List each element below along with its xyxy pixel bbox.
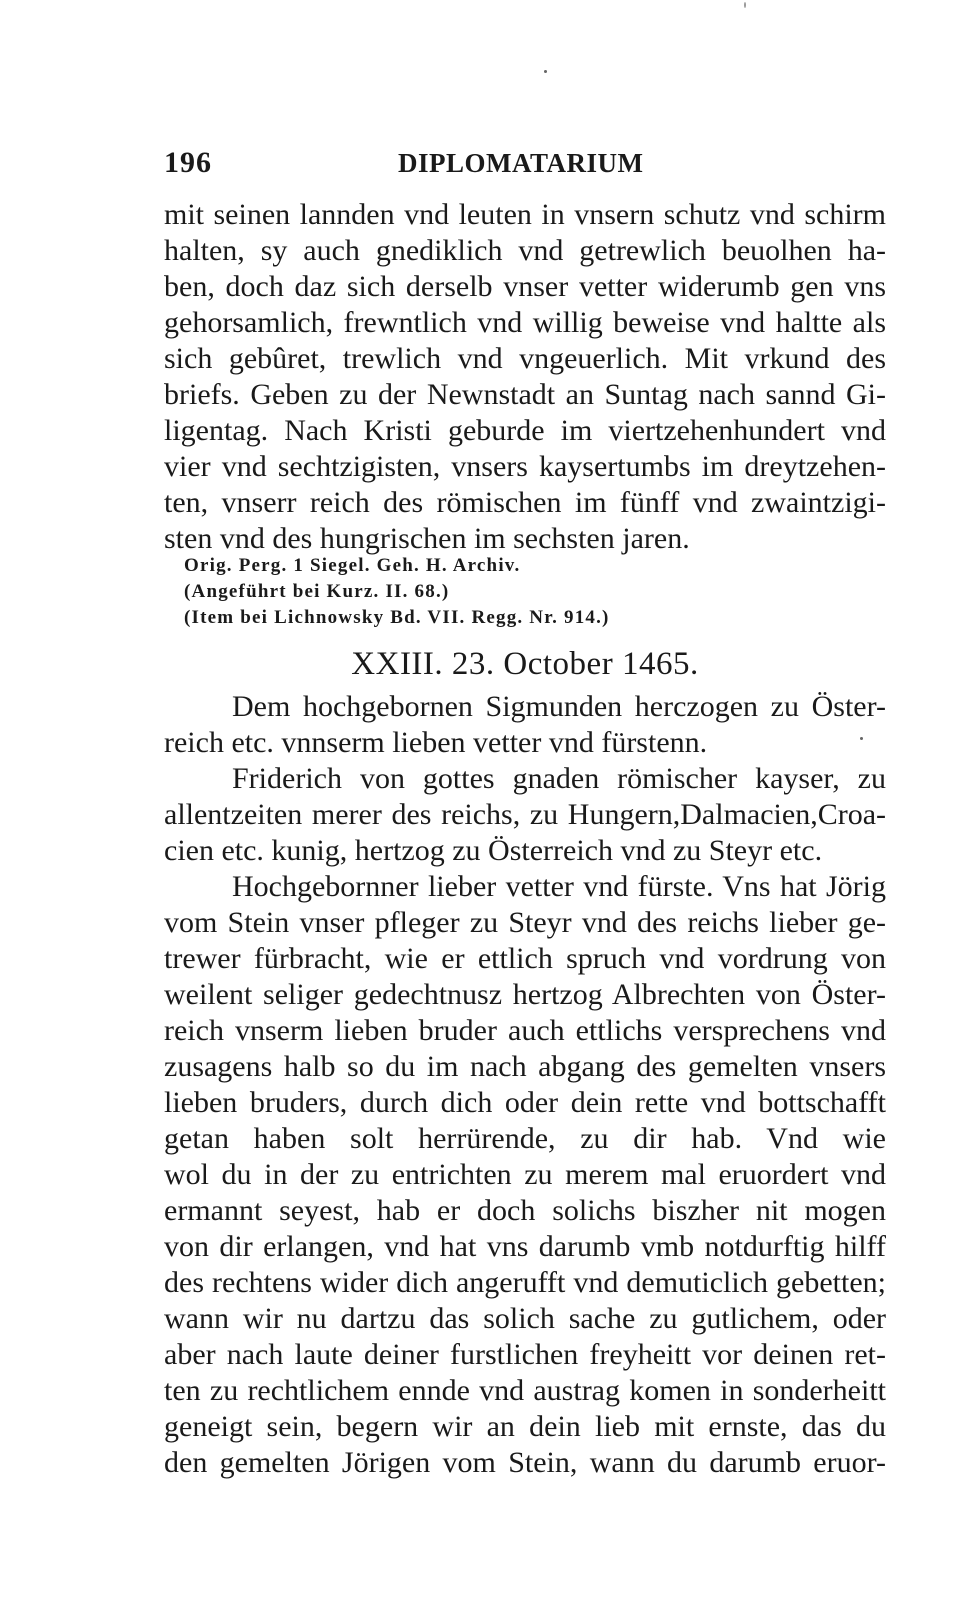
text-line: wol du in der zu entrichten zu merem mal eruordert vnd [164, 1158, 886, 1191]
text-line: vom Stein vnser pfleger zu Steyr vnd des reichs lieber ge- [164, 906, 886, 939]
source-note: Orig. Perg. 1 Siegel. Geh. H. Archiv. [184, 555, 521, 576]
text-line: ten zu rechtlichem ennde vnd austrag komen in sonderheitt [164, 1374, 886, 1407]
source-note: (Angeführt bei Kurz. II. 68.) [184, 581, 450, 602]
body-text [164, 869, 886, 1481]
text-line: mit seinen lannden vnd leuten in vnsern schutz vnd schirm [164, 198, 886, 231]
print-speck [544, 70, 547, 73]
text-line: halten, sy auch gnediklich vnd getrewlich beuolhen ha- [164, 234, 886, 267]
print-speck [744, 2, 746, 8]
text-line: ligentag. Nach Kristi geburde im viertzehenhundert vnd [164, 414, 886, 447]
address-text [164, 689, 886, 761]
source-notes [184, 553, 744, 631]
text-line: Hochgebornner lieber vetter vnd fürste. Vns hat Jörig [232, 870, 886, 903]
text-line: sich gebûret, trewlich vnd vngeuerlich. Mit vrkund des [164, 342, 886, 375]
document-heading: XXIII. 23. October 1465. [351, 646, 699, 682]
text-line: weilent seliger gedechtnusz hertzog Albrechten von Öster- [164, 978, 886, 1011]
text-line: den gemelten Jörigen vom Stein, wann du darumb eruor- [164, 1446, 886, 1479]
source-note: (Item bei Lichnowsky Bd. VII. Regg. Nr. 914.) [184, 607, 610, 628]
text-line: reich etc. vnnserm lieben vetter vnd fürstenn. [164, 726, 708, 759]
text-line: vier vnd sechtzigisten, vnsers kaysertumbs im dreytzehen- [164, 450, 886, 483]
continuation-text [164, 197, 886, 557]
text-line: briefs. Geben zu der Newnstadt an Suntag nach sannd Gi- [164, 378, 886, 411]
text-line: wann wir nu dartzu das solich sache zu gutlichem, oder [164, 1302, 886, 1335]
text-line: getan haben solt herrürende, zu dir hab. Vnd wie [164, 1122, 886, 1155]
text-line: gehorsamlich, frewntlich vnd willig beweise vnd haltte als [164, 306, 886, 339]
text-line: lieben bruders, durch dich oder dein rette vnd bottschafft [164, 1086, 886, 1119]
intitulatio-text [164, 761, 886, 869]
text-line: ermannt seyest, hab er doch solichs biszher nit mogen [164, 1194, 886, 1227]
text-line: trewer fürbracht, wie er ettlich spruch vnd vordrung von [164, 942, 886, 975]
page-number: 196 [164, 146, 212, 179]
text-line: zusagens halb so du im nach abgang des gemelten vnsers [164, 1050, 886, 1083]
text-line: ben, doch daz sich derselb vnser vetter widerumb gen vns [164, 270, 886, 303]
text-line: Dem hochgebornen Sigmunden herczogen zu Öster- [232, 690, 886, 723]
text-line: cien etc. kunig, hertzog zu Österreich vnd zu Steyr etc. [164, 834, 823, 867]
running-title: DIPLOMATARIUM [398, 148, 644, 178]
text-line: Friderich von gottes gnaden römischer kayser, zu [232, 762, 886, 795]
text-line: reich vnserm lieben bruder auch ettlichs versprechens vnd [164, 1014, 886, 1047]
text-line: aber nach laute deiner furstlichen freyheitt vor deinen ret- [164, 1338, 886, 1371]
text-line: geneigt sein, begern wir an dein lieb mit ernste, das du [164, 1410, 886, 1443]
text-line: sten vnd des hungrischen im sechsten jaren. [164, 522, 690, 555]
text-line: allentzeiten merer des reichs, zu Hungern,Dalmacien,Croa- [164, 798, 886, 831]
text-line: des rechtens wider dich angerufft vnd demuticlich gebetten; [164, 1266, 886, 1299]
page-header [164, 146, 884, 182]
text-line: von dir erlangen, vnd hat vns darumb vmb notdurftig hilff [164, 1230, 886, 1263]
text-line: ten, vnserr reich des römischen im fünff vnd zwaintzigi- [164, 486, 886, 519]
